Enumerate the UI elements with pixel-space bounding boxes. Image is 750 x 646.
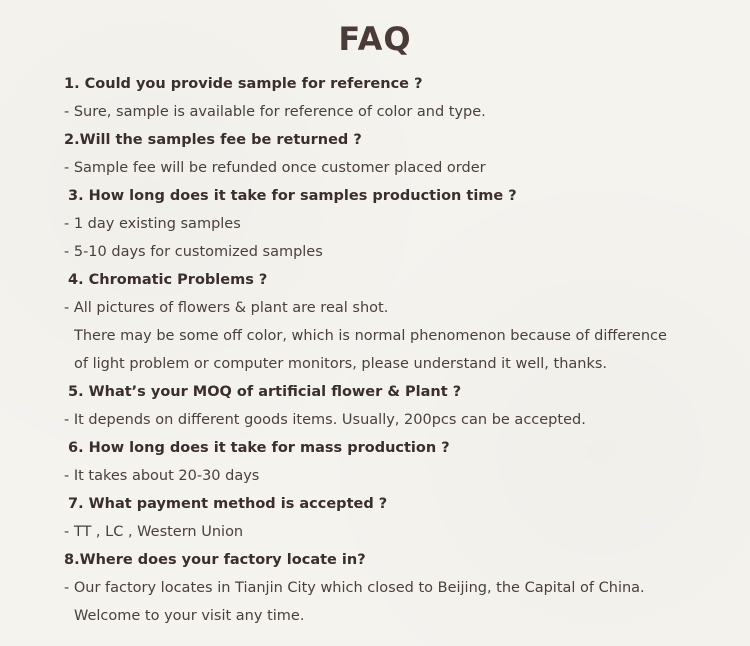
- faq-question-3: 3. How long does it take for samples production time ?: [68, 188, 517, 204]
- faq-list: [64, 70, 730, 630]
- faq-answer-4c: of light problem or computer monitors, please understand it well, thanks.: [74, 356, 608, 372]
- faq-question-7: 7. What payment method is accepted ?: [68, 496, 388, 512]
- faq-answer-4b: There may be some off color, which is normal phenomenon because of difference: [74, 328, 667, 344]
- page-title: FAQ: [338, 20, 412, 58]
- faq-answer-7: - TT , LC , Western Union: [64, 524, 244, 540]
- faq-answer-3b: - 5-10 days for customized samples: [64, 244, 323, 260]
- faq-question-1: 1. Could you provide sample for reference ?: [64, 76, 423, 92]
- faq-answer-2: - Sample fee will be refunded once customer placed order: [64, 160, 486, 176]
- faq-answer-1: - Sure, sample is available for reference of color and type.: [64, 104, 486, 120]
- faq-answer-4a: - All pictures of flowers & plant are real shot.: [64, 300, 389, 316]
- faq-question-2: 2.Will the samples fee be returned ?: [64, 132, 362, 148]
- faq-question-6: 6. How long does it take for mass production ?: [68, 440, 450, 456]
- faq-question-5: 5. What’s your MOQ of artificial flower & Plant ?: [68, 384, 462, 400]
- faq-answer-5: - It depends on different goods items. Usually, 200pcs can be accepted.: [64, 412, 586, 428]
- faq-answer-6: - It takes about 20-30 days: [64, 468, 260, 484]
- faq-answer-8b: Welcome to your visit any time.: [74, 608, 305, 624]
- faq-question-8: 8.Where does your factory locate in?: [64, 552, 366, 568]
- faq-question-4: 4. Chromatic Problems ?: [68, 272, 268, 288]
- faq-answer-3a: - 1 day existing samples: [64, 216, 241, 232]
- faq-answer-8a: - Our factory locates in Tianjin City which closed to Beijing, the Capital of China.: [64, 580, 645, 596]
